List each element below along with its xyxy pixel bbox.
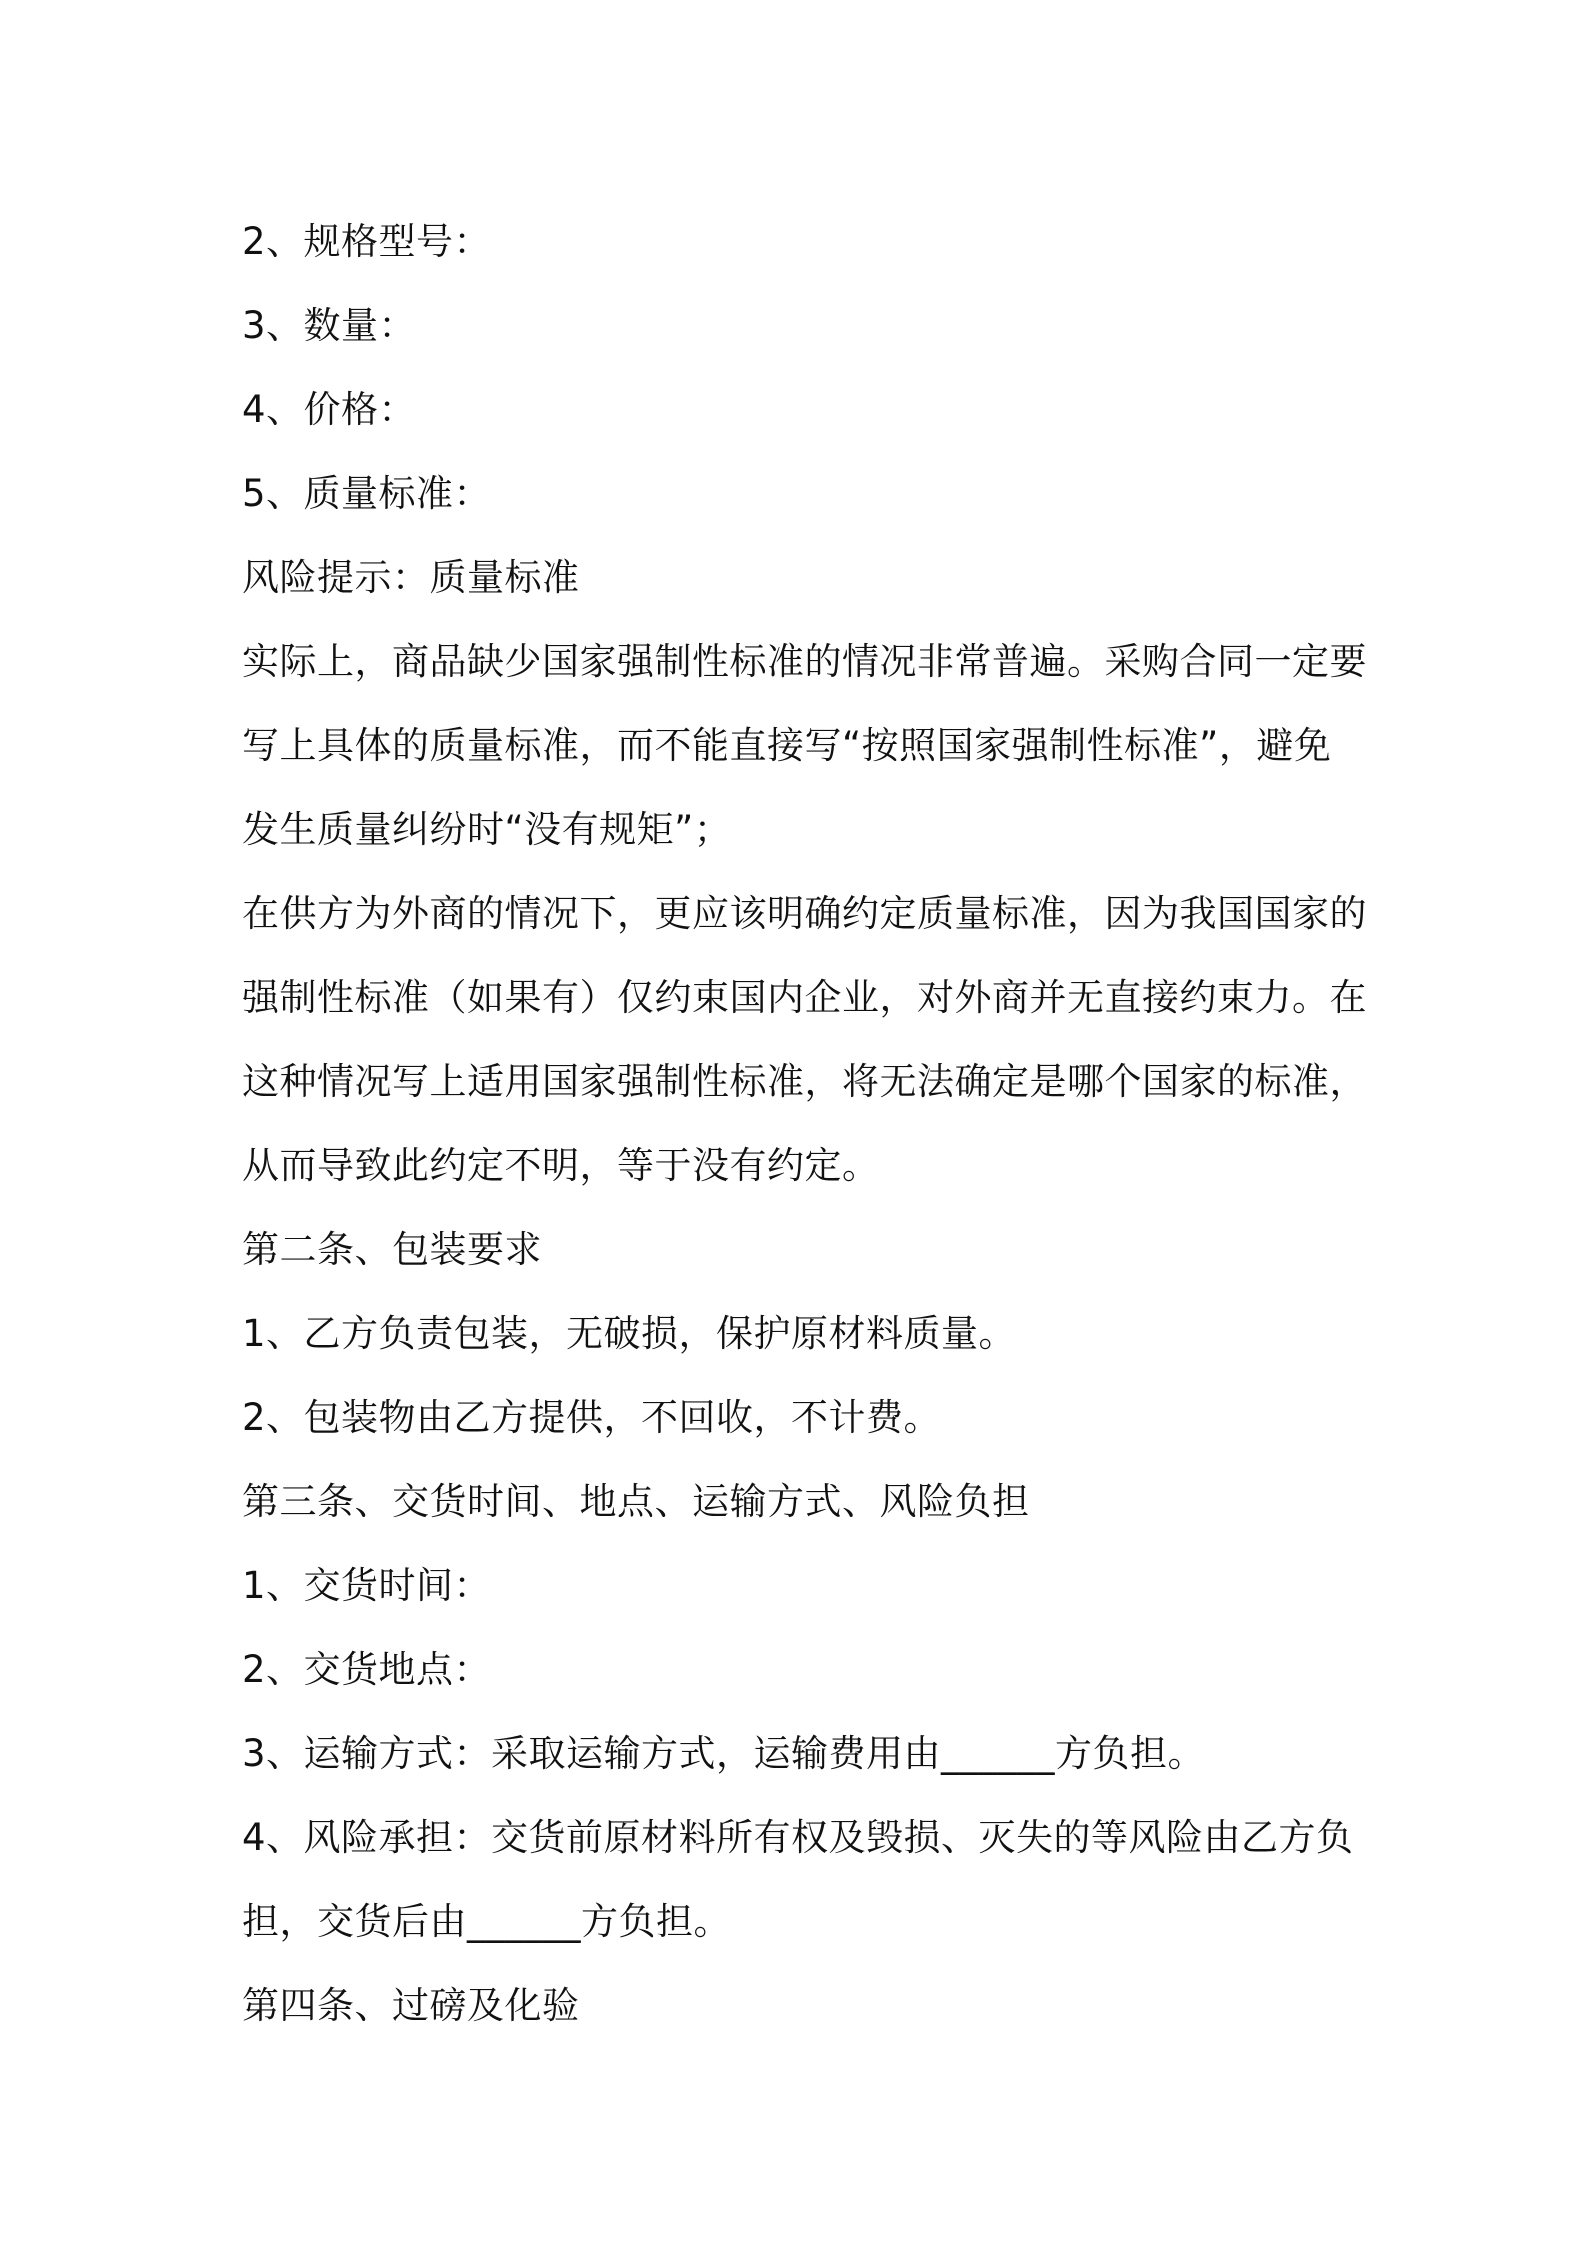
risk-tip-paragraph-1-line-3: 发生质量纠纷时“没有规矩”； bbox=[242, 808, 732, 851]
item-quantity: 3、数量： bbox=[242, 304, 417, 347]
article-3-heading: 第三条、交货时间、地点、运输方式、风险负担 bbox=[242, 1480, 1030, 1523]
risk-tip-paragraph-1-line-1: 实际上，商品缺少国家强制性标准的情况非常普遍。采购合同一定要 bbox=[242, 640, 1367, 683]
article-2-item-2: 2、包装物由乙方提供，不回收，不计费。 bbox=[242, 1396, 942, 1439]
risk-tip-paragraph-2-line-3: 这种情况写上适用国家强制性标准，将无法确定是哪个国家的标准， bbox=[242, 1060, 1367, 1103]
risk-tip-paragraph-2-line-4: 从而导致此约定不明，等于没有约定。 bbox=[242, 1144, 880, 1187]
item-quality-standard: 5、质量标准： bbox=[242, 472, 492, 515]
article-2-heading: 第二条、包装要求 bbox=[242, 1228, 542, 1271]
risk-tip-paragraph-1-line-2: 写上具体的质量标准，而不能直接写“按照国家强制性标准”，避免 bbox=[242, 724, 1332, 767]
article-3-item-3: 3、运输方式：采取运输方式，运输费用由______方负担。 bbox=[242, 1732, 1206, 1775]
document-page bbox=[242, 200, 1367, 2048]
risk-tip-heading: 风险提示：质量标准 bbox=[242, 556, 580, 599]
article-3-item-1: 1、交货时间： bbox=[242, 1564, 492, 1607]
item-spec-model: 2、规格型号： bbox=[242, 220, 492, 263]
article-3-item-4-line-1: 4、风险承担：交货前原材料所有权及毁损、灭失的等风险由乙方负 bbox=[242, 1816, 1354, 1859]
article-3-item-2: 2、交货地点： bbox=[242, 1648, 492, 1691]
risk-tip-paragraph-2-line-2: 强制性标准（如果有）仅约束国内企业，对外商并无直接约束力。在 bbox=[242, 976, 1367, 1019]
article-2-item-1: 1、乙方负责包装，无破损，保护原材料质量。 bbox=[242, 1312, 1017, 1355]
article-4-heading: 第四条、过磅及化验 bbox=[242, 1984, 580, 2027]
risk-tip-paragraph-2-line-1: 在供方为外商的情况下，更应该明确约定质量标准，因为我国国家的 bbox=[242, 892, 1367, 935]
article-3-item-4-line-2: 担，交货后由______方负担。 bbox=[242, 1900, 731, 1943]
item-price: 4、价格： bbox=[242, 388, 417, 431]
